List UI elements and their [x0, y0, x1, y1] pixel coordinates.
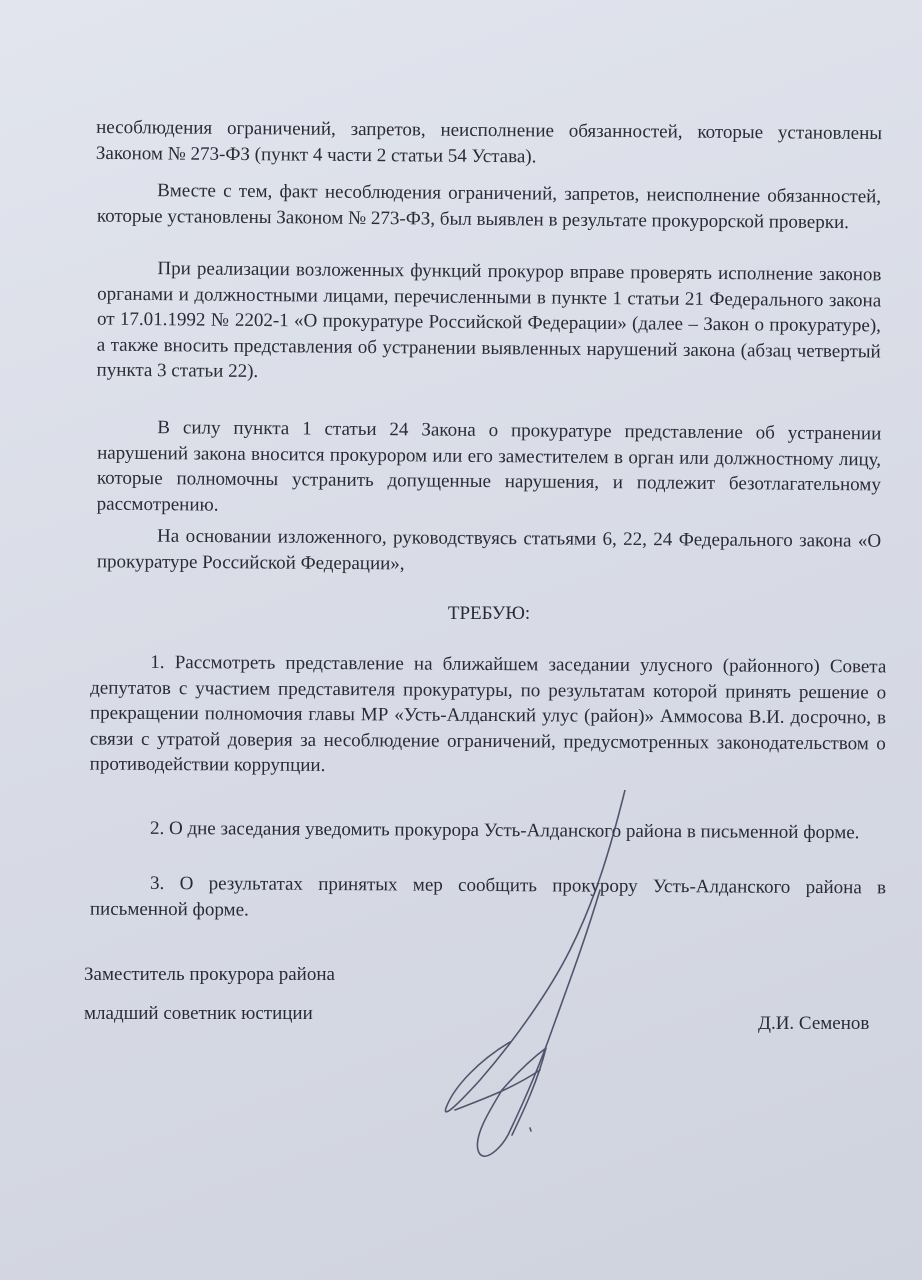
signatory-name: Д.И. Семенов [758, 1013, 870, 1034]
paragraph-3: При реализации возложенных функций прокурор вправе проверять исполнение законов органами и должностными лицами, перечисленными в пункте 1 статьи 21 Федерального закона от 17.01.1992 № 2202-1 «О прокуратуре Российской Федерации» (далее – Закон о прокуратуре), а также вносить представления об устранении выявленных нарушений закона (абзац четвертый пункта 3 статьи 22). [96, 258, 882, 382]
paragraph-5: На основании изложенного, руководствуясь статьями 6, 22, 24 Федерального закона «О прокуратуре Российской Федерации», [96, 525, 882, 574]
handwritten-signature [420, 790, 640, 1210]
paragraph-4: В силу пункта 1 статьи 24 Закона о прокуратуре представление об устранении нарушений закона вносится прокурором или его заместителем в орган или должностному лицу, которые полномочны устранить допущенные нарушения, и подлежит безотлагательному рассмотрению. [96, 417, 882, 516]
demand-item-2: 2. О дне заседания уведомить прокурора Усть-Алданского района в письменной форме. [149, 817, 860, 844]
signatory-position: Заместитель прокурора района [84, 964, 335, 985]
paragraph-2: Вместе с тем, факт несоблюдения ограничений, запретов, неисполнение обязанностей, которые установлены Законом № 273-ФЗ, был выявлен в результате прокурорской проверки. [96, 180, 882, 233]
demand-item-1: 1. Рассмотреть представление на ближайшем заседании улусного (районного) Совета депутатов с участием представителя прокуратуры, по результатам которой принять решение о прекращении полномочия главы МР «Усть-Алданский улус (район)» Аммосова В.И. досрочно, в связи с утратой доверия за несоблюдение ограничений, предусмотренных законодательством о противодействии коррупции. [89, 651, 887, 777]
paragraph-1: несоблюдения ограничений, запретов, неисполнение обязанностей, которые установлены Законом № 273-ФЗ (пункт 4 части 2 статьи 54 Устава). [95, 116, 883, 167]
demand-heading: ТРЕБУЮ: [447, 603, 531, 624]
demand-item-3: 3. О результатах принятых мер сообщить прокурору Усть-Алданского района в письменной форме. [89, 872, 887, 921]
signatory-rank: младший советник юстиции [84, 1003, 313, 1024]
